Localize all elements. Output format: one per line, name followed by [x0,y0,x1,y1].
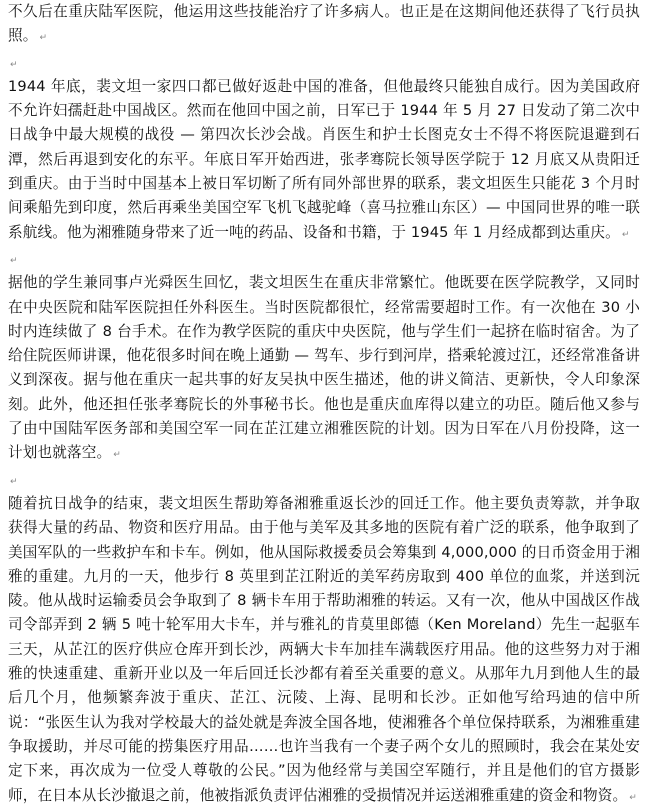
paragraph-text: 1944 年底，裴文坦一家四口都已做好返赴中国的准备，但他最终只能独自成行。因为美国政府不允许妇孺赶赴中国战区。然而在他回中国之前，日军已于 1944 年 5 月 27 日发动了第二次中日战争中最大规模的战役 — 第四次长沙会战。肖医生和护士长图克女士不得不将医院退避到石潭，然后再退到安化的东平。年底日军开始西进，张孝骞院长领导医学院于 12 月底又从贵阳迁到重庆。由于当时中国基本上被日军切断了所有同外部世界的联系，裴文坦医生只能花 3 个月时间乘船先到印度，然后再乘坐美国空军飞机飞越驼峰（喜马拉雅山东区）— 中国同世界的唯一联系航线。他为湘雅随身带来了近一吨的药品、设备和书籍，于 1945 年 1 月经成都到达重庆。 [8,77,640,241]
paragraph-mark-icon: ↵ [39,33,48,44]
empty-paragraph [8,51,640,75]
paragraph-2 [8,75,640,247]
paragraph-mark-icon: ↵ [10,476,18,487]
empty-paragraph [8,247,640,271]
paragraph-mark-icon: ↵ [629,792,637,803]
paragraph-text: 不久后在重庆陆军医院，他运用这些技能治疗了许多病人。也正是在这期间他还获得了飞行员执照。 [8,3,640,45]
empty-paragraph [8,468,640,492]
paragraph-text: 随着抗日战争的结束，裴文坦医生帮助筹备湘雅重返长沙的回迁工作。他主要负责筹款，并争取获得大量的药品、物资和医疗用品。由于他与美军及其多地的医院有着广泛的联系，他争取到了美国军队的一些救护车和卡车。例如，他从国际救援委员会筹集到 4,000,000 的日币资金用于湘雅的重建。九月的一天，他步行 8 英里到芷江附近的美军药房取到 400 单位的血浆，并送到沅陵。他从战时运输委员会争取到了 8 辆卡车用于帮助湘雅的转运。又有一次，他从中国战区作战司令部弄到 2 辆 5 吨十轮军用大卡车，并与雅礼的肯莫里郎德（Ken Moreland）先生一起驱车三天，从芷江的医疗供应仓库开到长沙，两辆大卡车加挂车满载医疗用品。他的这些努力对于湘雅的快速重建、重新开业以及一年后回迁长沙都有着至关重要的意义。从那年九月到他人生的最后几个月，他频繁奔波于重庆、芷江、沅陵、上海、昆明和长沙。正如他写给玛迪的信中所说：“张医生认为我对学校最大的益处就是奔波全国各地，使湘雅各个单位保持联系，为湘雅重建争取援助，并尽可能的捞集医疗用品……也许当我有一个妻子两个女儿的照顾时，我会在某处安定下来，再次成为一位受人尊敬的公民。”因为他经常与美国空军随行，并且是他们的官方摄影师，在日本从长沙撤退之前，他被指派负责评估湘雅的受损情况并运送湘雅重建的资金和物资。 [8,494,640,804]
paragraph-mark-icon: ↵ [621,229,630,240]
paragraph-mark-icon: ↵ [113,450,121,461]
paragraph-text: 据他的学生兼同事卢光舜医生回忆，裴文坦医生在重庆非常繁忙。他既要在医学院教学，又同时在中央医院和陆军医院担任外科医生。当时医院都很忙，经常需要超时工作。有一次他在 30 小时内连续做了 8 台手术。在作为教学医院的重庆中央医院，他与学生们一起挤在临时宿舍。为了给住院医师讲课，他花很多时间在晚上通勤 — 驾车、步行到河岸，搭乘轮渡过江，还经常准备讲义到深夜。据与他在重庆一起共事的好友吴执中医生描述，他的讲义简洁、更新快，令人印象深刻。此外，他还担任张孝骞院长的外事秘书长。他也是重庆血库得以建立的功臣。随后他又参与了由中国陆军医务部和美国空军一同在芷江建立湘雅医院的计划。因为日军在八月份投降，这一计划也就落空。 [8,274,640,462]
document-page [8,0,640,810]
paragraph-4 [8,492,640,810]
paragraph-1 [8,0,640,51]
paragraph-3 [8,271,640,467]
paragraph-mark-icon: ↵ [10,59,18,70]
paragraph-mark-icon: ↵ [10,255,18,266]
